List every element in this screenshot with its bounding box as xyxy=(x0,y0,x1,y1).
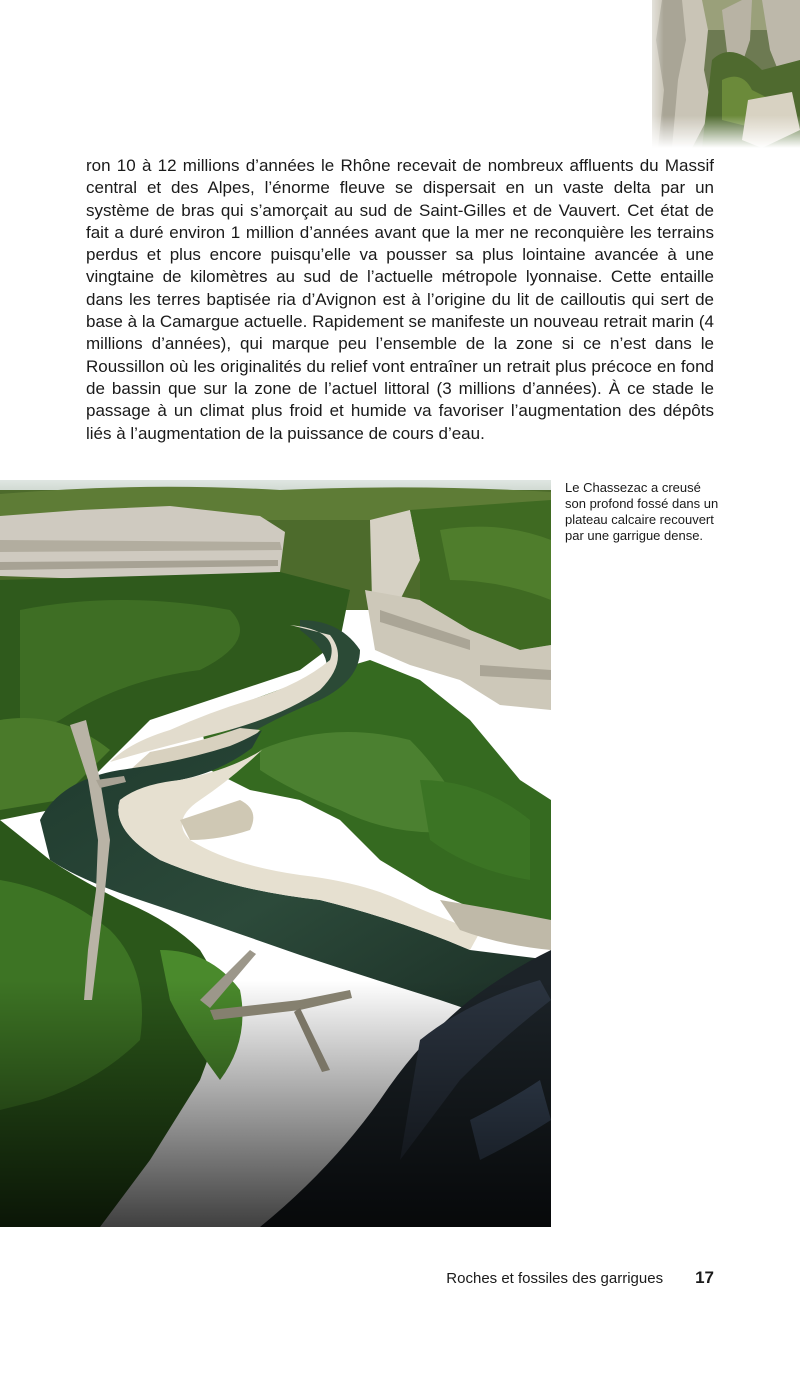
page-number: 17 xyxy=(695,1268,714,1287)
gorge-illustration xyxy=(0,480,551,1227)
corner-cliff-illustration xyxy=(652,0,800,148)
photo-caption: Le Chassezac a creusé son profond fossé dans un plateau calcaire recouvert par une garrigue dense. xyxy=(565,480,719,543)
page-footer xyxy=(380,1268,714,1288)
body-paragraph: ron 10 à 12 millions d’années le Rhône recevait de nombreux affluents du Massif central et des Alpes, l’énorme fleuve se dispersait en un vaste delta par un système de bras qui s’amorçait au sud de Saint-Gilles et de Vauvert. Cet état de fait a duré environ 1 million d’années avant que la mer ne reconquière les terrains perdus et plus encore puisqu’elle va pousser sa plus lointaine avancée à une vingtaine de kilomètres au sud de l’actuelle métropole lyonnaise. Cette entaille dans les terres baptisée ria d’Avignon est à l’origine du lit de cailloutis qui sert de base à la Camargue actuelle. Rapidement se manifeste un nouveau retrait marin (4 millions d’années), qui marque peu l’ensemble de la zone si ce n’est dans le Roussillon où les originalités du relief vont entraîner un retrait plus précoce en fond de bassin que sur la zone de l’actuel littoral (3 millions d’années). À ce stade le passage à un climat plus froid et humide va favoriser l’augmentation des dépôts liés à l’augmentation de la puissance de cours d’eau. xyxy=(86,156,714,443)
chassezac-gorge-photo xyxy=(0,480,551,1227)
running-footer-title: Roches et fossiles des garrigues xyxy=(446,1270,664,1287)
corner-cliff-photo xyxy=(652,0,800,148)
